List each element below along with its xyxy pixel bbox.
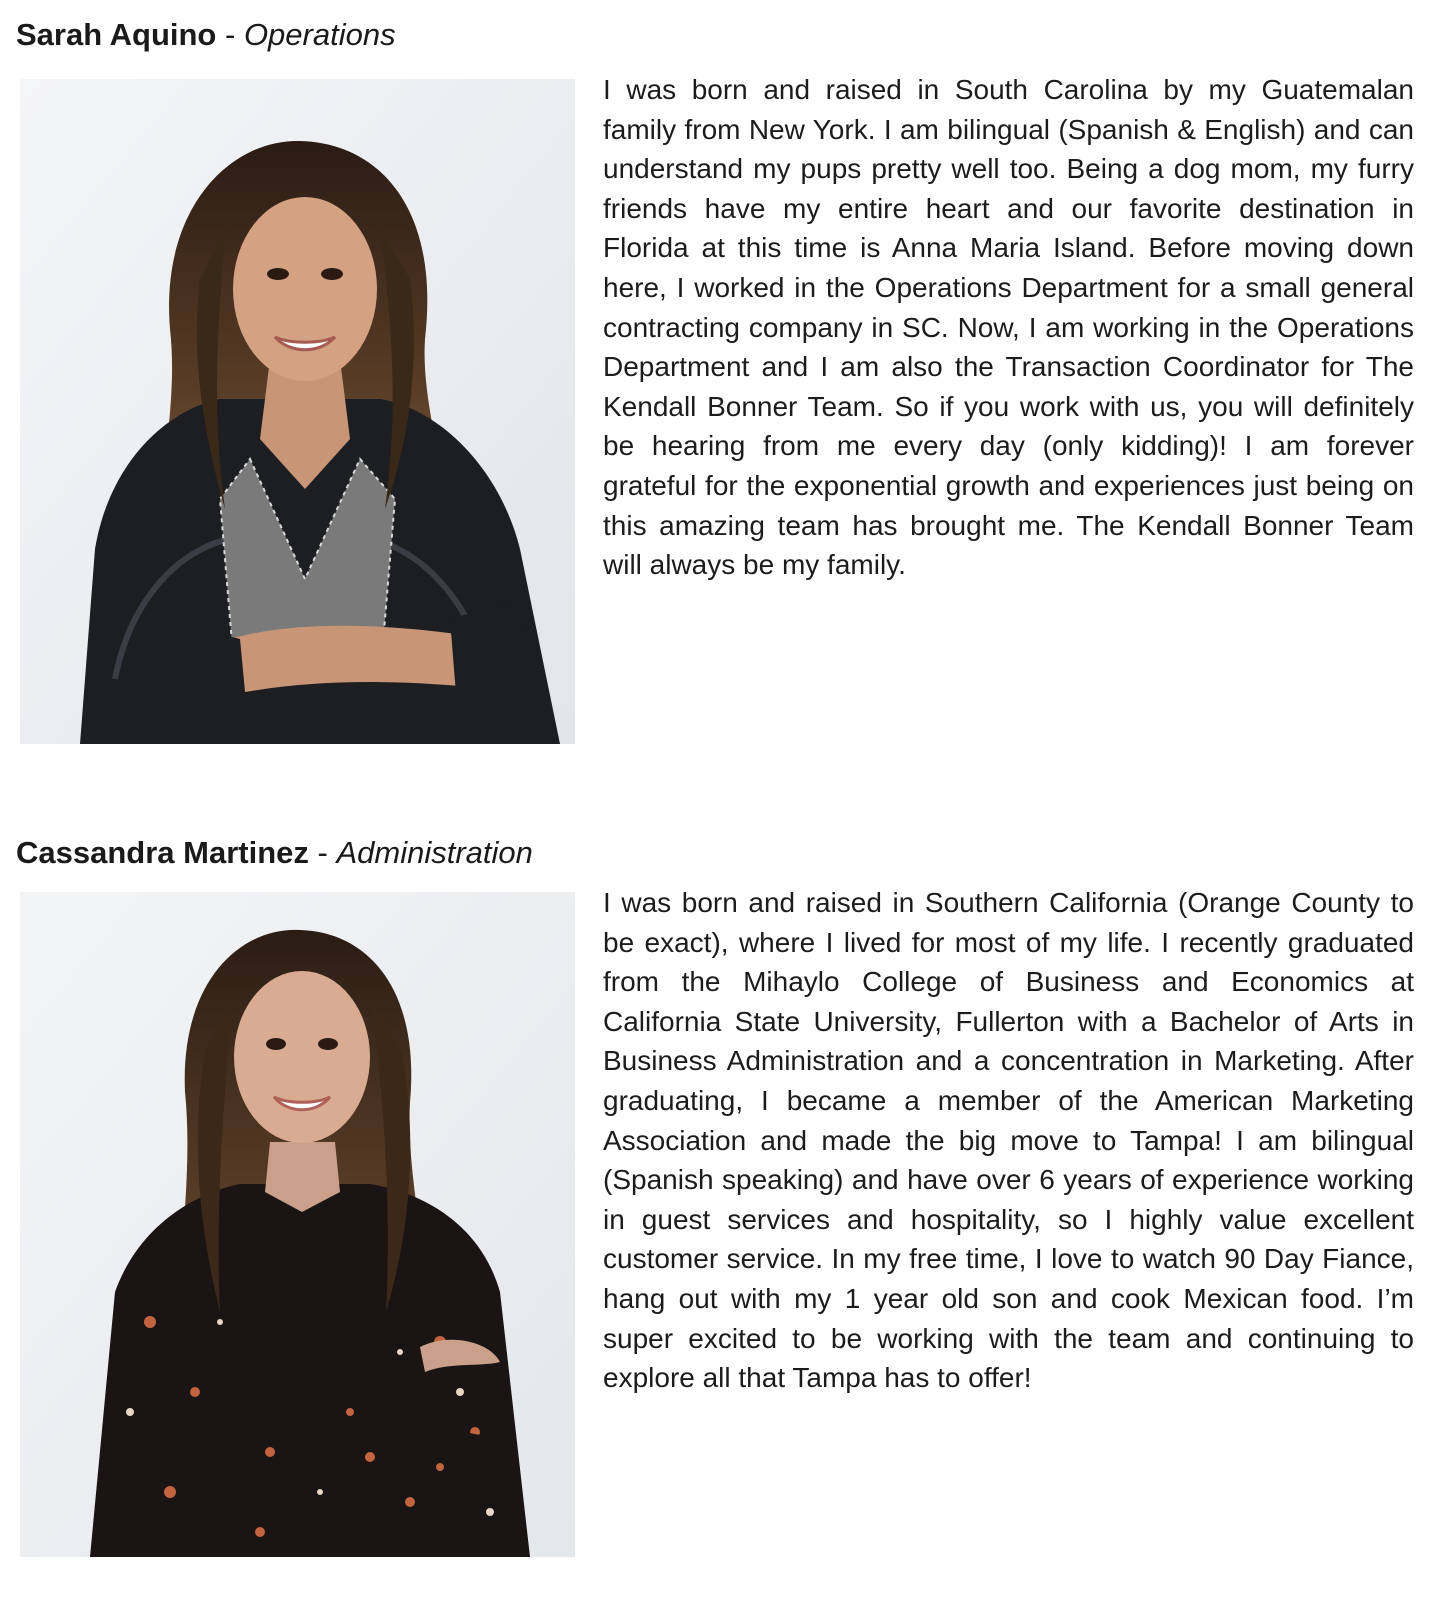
profile-role: Administration	[336, 835, 533, 870]
profile-name: Cassandra Martinez	[16, 835, 309, 870]
profile-heading	[16, 16, 396, 54]
profile-bio: I was born and raised in South Carolina by my Guatemalan family from New York. I am bilingual (Spanish & English) and can understand my pups pretty well too. Being a dog mom, my furry friends have my entire heart and our favorite destination in Florida at this time is Anna Maria Island. Before moving down here, I worked in the Operations Department for a small general contracting company in SC. Now, I am working in the Operations Department and I am also the Transaction Coordinator for The Kendall Bonner Team. So if you work with us, you will definitely be hearing from me every day (only kidding)! I am forever grateful for the exponential growth and experiences just being on this amazing team has brought me. The Kendall Bonner Team will always be my family.	[603, 74, 1414, 581]
heading-separator: -	[308, 835, 337, 870]
portrait-photo-icon	[20, 79, 575, 744]
profile-name: Sarah Aquino	[16, 17, 217, 52]
heading-separator: -	[216, 17, 244, 52]
profile-heading	[16, 834, 533, 872]
portrait-photo-icon	[20, 892, 575, 1557]
profile-photo	[20, 892, 575, 1557]
profile-role: Operations	[243, 17, 396, 52]
profile-bio: I was born and raised in Southern California (Orange County to be exact), where I lived for most of my life. I recently graduated from the Mihaylo College of Business and Economics at California State University, Fullerton with a Bachelor of Arts in Business Administration and a concentration in Marketing. After graduating, I became a member of the American Marketing Association and made the big move to Tampa! I am bilingual (Spanish speaking) and have over 6 years of experience working in guest services and hospitality, so I highly value excellent customer service. In my free time, I love to watch 90 Day Fiance, hang out with my 1 year old son and cook Mexican food. I’m super excited to be working with the team and continuing to explore all that Tampa has to offer!	[603, 887, 1414, 1394]
profile-photo	[20, 79, 575, 744]
